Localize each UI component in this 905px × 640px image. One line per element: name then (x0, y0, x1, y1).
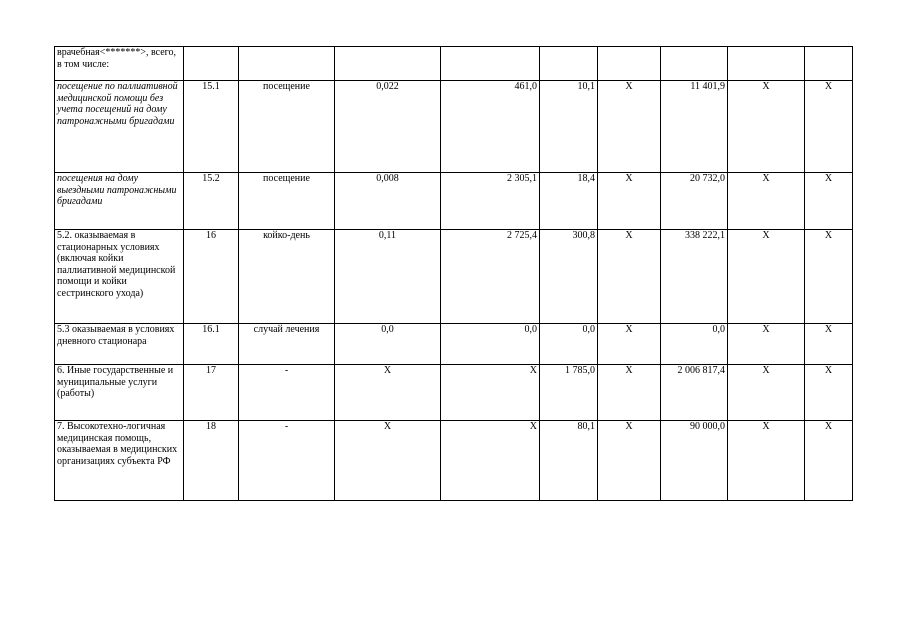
table-cell: 0,022 (335, 81, 441, 173)
table-row (55, 173, 853, 230)
table-cell (661, 47, 728, 81)
table-cell: 11 401,9 (661, 81, 728, 173)
table-cell: 80,1 (540, 421, 598, 501)
table-row (55, 421, 853, 501)
table-cell: X (598, 230, 661, 324)
table-cell: X (805, 365, 853, 421)
table-cell: X (598, 421, 661, 501)
table-cell: 16.1 (184, 324, 239, 365)
table-cell: X (441, 421, 540, 501)
table-cell: X (335, 421, 441, 501)
table-cell (239, 47, 335, 81)
table-cell: X (598, 324, 661, 365)
table-cell: 0,11 (335, 230, 441, 324)
table-cell: 17 (184, 365, 239, 421)
table-cell: X (805, 421, 853, 501)
table-cell: 16 (184, 230, 239, 324)
table-cell: X (441, 365, 540, 421)
table-cell: 300,8 (540, 230, 598, 324)
table-cell: X (805, 81, 853, 173)
table-cell: койко-день (239, 230, 335, 324)
table-cell: 20 732,0 (661, 173, 728, 230)
table-row (55, 324, 853, 365)
table-cell (540, 47, 598, 81)
table-cell: 1 785,0 (540, 365, 598, 421)
table-cell: X (805, 173, 853, 230)
table-cell: посещение (239, 173, 335, 230)
table-cell: X (728, 365, 805, 421)
table-cell: - (239, 365, 335, 421)
financing-table (54, 46, 853, 501)
table-cell: X (598, 81, 661, 173)
table-cell: X (728, 173, 805, 230)
table-cell: 15.2 (184, 173, 239, 230)
table-cell: X (598, 173, 661, 230)
table-cell: посещение (239, 81, 335, 173)
table-cell: X (728, 421, 805, 501)
table-cell: 0,0 (335, 324, 441, 365)
table-cell (441, 47, 540, 81)
table-cell: 0,0 (661, 324, 728, 365)
table-cell (598, 47, 661, 81)
table-cell: случай лечения (239, 324, 335, 365)
table-cell: 461,0 (441, 81, 540, 173)
table-cell: 338 222,1 (661, 230, 728, 324)
row-name-cell: посещение по паллиативной медицинской помощи без учета посещений на дому патронажными бригадами (55, 81, 184, 173)
table-cell: X (805, 230, 853, 324)
row-name-cell: 5.2. оказываемая в стационарных условиях (включая койки паллиативной медицинской помощи и койки сестринского ухода) (55, 230, 184, 324)
table-cell: X (598, 365, 661, 421)
table-cell: 2 006 817,4 (661, 365, 728, 421)
table-cell (335, 47, 441, 81)
table-cell: 90 000,0 (661, 421, 728, 501)
table-row (55, 365, 853, 421)
table-cell: X (335, 365, 441, 421)
table-cell: X (728, 81, 805, 173)
table-cell: 18,4 (540, 173, 598, 230)
table-cell: 0,008 (335, 173, 441, 230)
table-cell: 2 725,4 (441, 230, 540, 324)
row-name-cell: 6. Иные государственные и муниципальные услуги (работы) (55, 365, 184, 421)
table-cell (805, 47, 853, 81)
row-name-cell: 7. Высокотехно-логичная медицинская помощь, оказываемая в медицинских организациях субъекта РФ (55, 421, 184, 501)
table-cell: 0,0 (441, 324, 540, 365)
table-row (55, 81, 853, 173)
table-cell: 18 (184, 421, 239, 501)
row-name-cell: посещения на дому выездными патронажными бригадами (55, 173, 184, 230)
table-row (55, 230, 853, 324)
row-name-cell: врачебная<*******>, всего, в том числе: (55, 47, 184, 81)
table-cell: - (239, 421, 335, 501)
table-cell: 2 305,1 (441, 173, 540, 230)
table-cell (728, 47, 805, 81)
table-cell (184, 47, 239, 81)
table-cell: 0,0 (540, 324, 598, 365)
table-cell: X (805, 324, 853, 365)
table-row (55, 47, 853, 81)
table-cell: X (728, 230, 805, 324)
row-name-cell: 5.3 оказываемая в условиях дневного стационара (55, 324, 184, 365)
table-cell: X (728, 324, 805, 365)
table-cell: 15.1 (184, 81, 239, 173)
table-cell: 10,1 (540, 81, 598, 173)
